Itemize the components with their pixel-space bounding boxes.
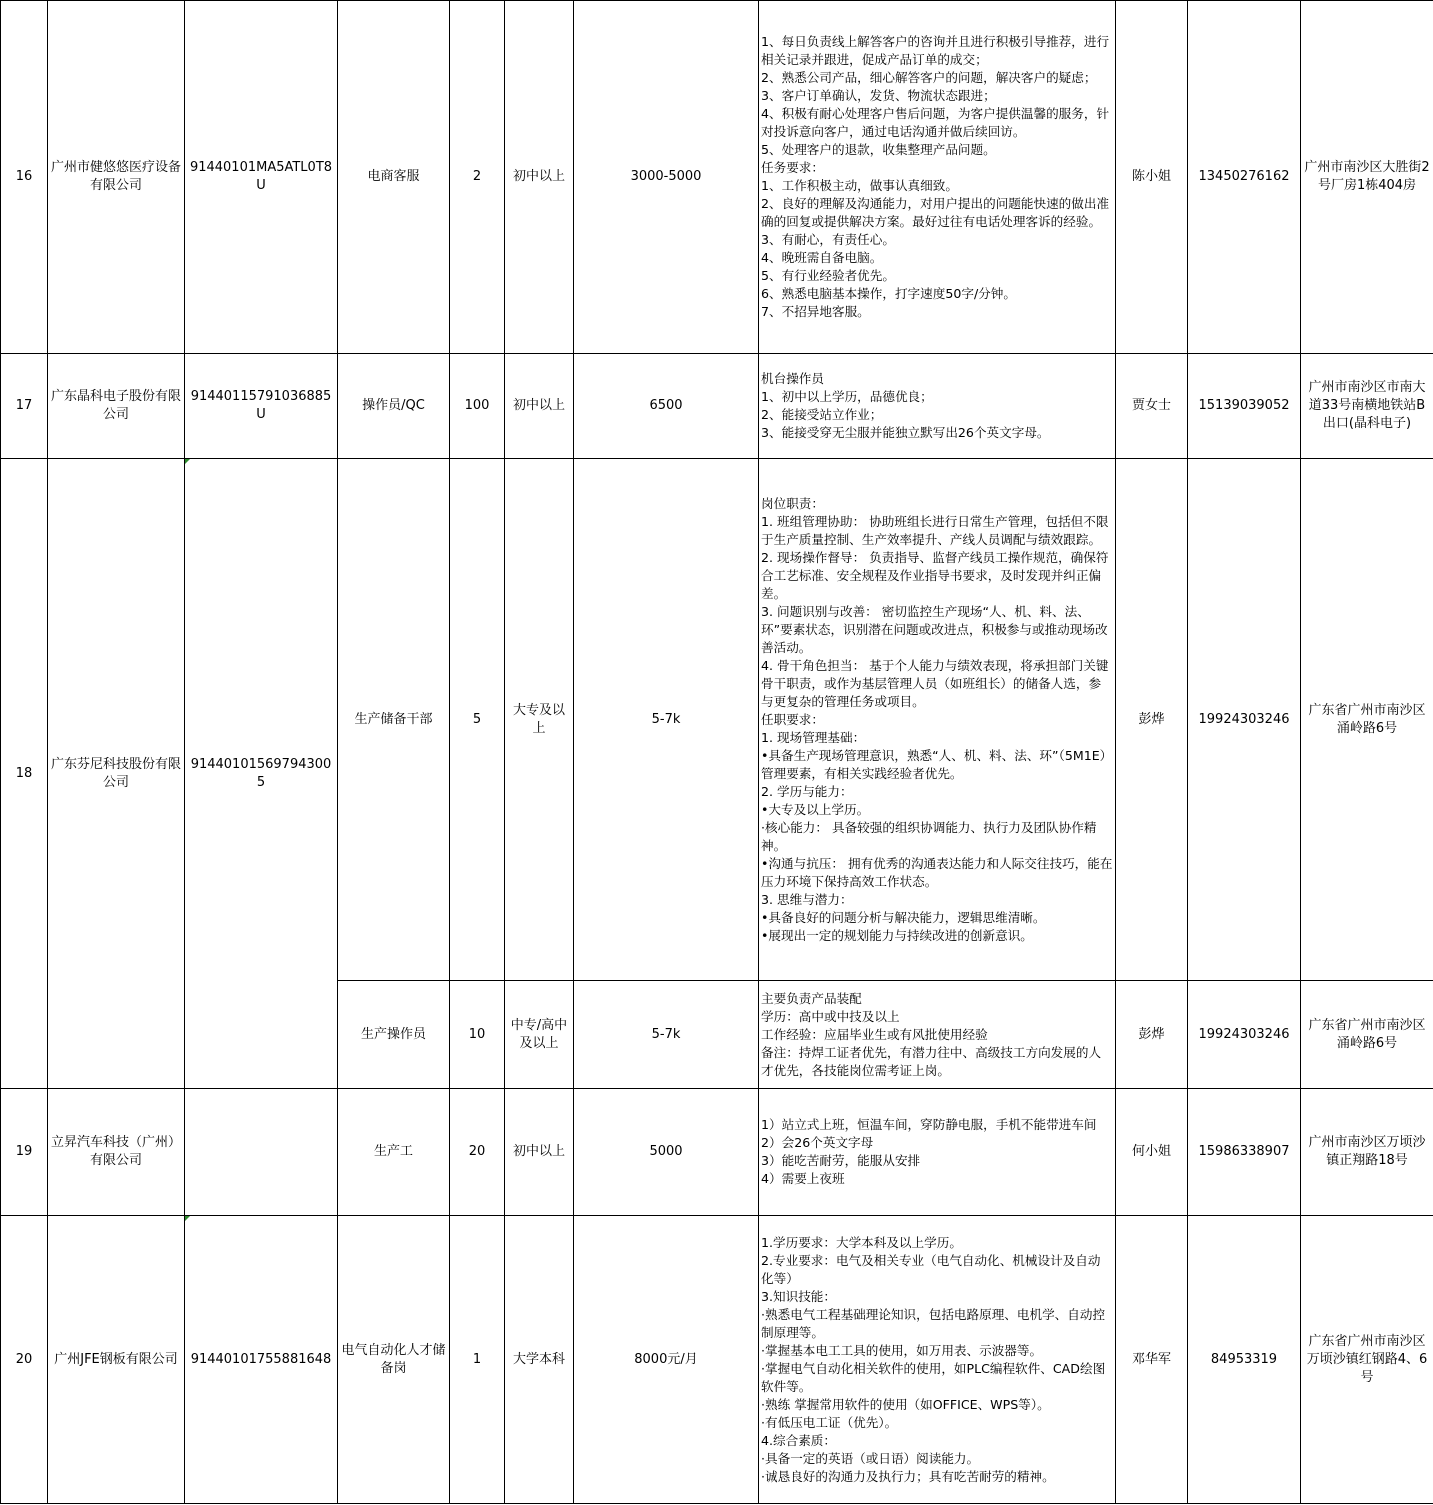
credit-code: 91440115791036885U <box>185 354 338 459</box>
education-requirement: 大专及以上 <box>505 459 574 981</box>
education-requirement: 中专/高中及以上 <box>505 981 574 1089</box>
contact-phone: 84953319 <box>1188 1216 1301 1504</box>
contact-person: 何小姐 <box>1116 1089 1188 1216</box>
headcount: 10 <box>450 981 505 1089</box>
row-number: 18 <box>1 459 48 1089</box>
salary: 5000 <box>574 1089 759 1216</box>
table-row <box>1 354 1433 459</box>
job-requirements: 岗位职责： 1. 班组管理协助： 协助班组长进行日常生产管理，包括但不限于生产质量控制、生产效率提升、产线人员调配与绩效跟踪。 2. 现场操作督导： 负责指导、监督产线员工操作规范，确保符合工艺标准、安全规程及作业指导书要求，及时发现并纠正偏差。 3. 问题识别与改善： 密切监控生产现场“人、机、料、法、环”要素状态，识别潜在问题或改进点，积极参与或推动现场改善活动。 4. 骨干角色担当： 基于个人能力与绩效表现，将承担部门关键骨干职责，或作为基层管理人员（如班组长）的储备人选，参与更复杂的管理任务或项目。 任职要求： 1. 现场管理基础： •具备生产现场管理意识，熟悉“人、机、料、法、环”（5M1E）管理要素，有相关实践经验者优先。 2. 学历与能力： •大专及以上学历。 ·核心能力： 具备较强的组织协调能力、执行力及团队协作精神。 •沟通与抗压： 拥有优秀的沟通表达能力和人际交往技巧，能在压力环境下保持高效工作状态。 3. 思维与潜力： •具备良好的问题分析与解决能力，逻辑思维清晰。 •展现出一定的规划能力与持续改进的创新意识。 <box>759 459 1116 981</box>
position-title: 操作员/QC <box>338 354 450 459</box>
work-address: 广州市南沙区大胜街2号厂房1栋404房 <box>1301 1 1433 354</box>
education-requirement: 初中以上 <box>505 1 574 354</box>
company-name: 广东晶科电子股份有限公司 <box>48 354 185 459</box>
salary: 5-7k <box>574 459 759 981</box>
job-requirements: 1.学历要求：大学本科及以上学历。 2.专业要求：电气及相关专业（电气自动化、机械设计及自动化等） 3.知识技能： ·熟悉电气工程基础理论知识，包括电路原理、电机学、自动控制原理等。 ·掌握基本电工工具的使用，如万用表、示波器等。 ·掌握电气自动化相关软件的使用，如PLC编程软件、CAD绘图软件等。 ·熟练 掌握常用软件的使用（如OFFICE、WPS等）。 ·有低压电工证（优先）。 4.综合素质： ·具备一定的英语（或日语）阅读能力。 ·诚恳良好的沟通力及执行力；具有吃苦耐劳的精神。 <box>759 1216 1116 1504</box>
credit-code <box>185 1089 338 1216</box>
credit-code: 914401015697943005 <box>185 459 338 1089</box>
table-row <box>1 1089 1433 1216</box>
job-requirements: 1）站立式上班，恒温车间，穿防静电服，手机不能带进车间 2）会26个英文字母 3）能吃苦耐劳，能服从安排 4）需要上夜班 <box>759 1089 1116 1216</box>
work-address: 广东省广州市南沙区涌岭路6号 <box>1301 459 1433 981</box>
contact-phone: 15986338907 <box>1188 1089 1301 1216</box>
contact-person: 彭烨 <box>1116 981 1188 1089</box>
table-row <box>1 1216 1433 1504</box>
contact-person: 邓华军 <box>1116 1216 1188 1504</box>
education-requirement: 大学本科 <box>505 1216 574 1504</box>
work-address: 广州市南沙区万顷沙镇正翔路18号 <box>1301 1089 1433 1216</box>
contact-phone: 13450276162 <box>1188 1 1301 354</box>
company-name: 立昇汽车科技（广州）有限公司 <box>48 1089 185 1216</box>
row-number: 19 <box>1 1089 48 1216</box>
contact-phone: 15139039052 <box>1188 354 1301 459</box>
work-address: 广东省广州市南沙区涌岭路6号 <box>1301 981 1433 1089</box>
position-title: 电商客服 <box>338 1 450 354</box>
job-requirements: 机台操作员 1、初中以上学历，品德优良； 2、能接受站立作业； 3、能接受穿无尘服并能独立默写出26个英文字母。 <box>759 354 1116 459</box>
salary: 5-7k <box>574 981 759 1089</box>
position-title: 生产工 <box>338 1089 450 1216</box>
position-title: 生产储备干部 <box>338 459 450 981</box>
row-number: 17 <box>1 354 48 459</box>
row-number: 20 <box>1 1216 48 1504</box>
position-title: 生产操作员 <box>338 981 450 1089</box>
credit-code: 91440101MA5ATL0T8U <box>185 1 338 354</box>
row-number: 16 <box>1 1 48 354</box>
contact-phone: 19924303246 <box>1188 981 1301 1089</box>
education-requirement: 初中以上 <box>505 354 574 459</box>
company-name: 广州JFE钢板有限公司 <box>48 1216 185 1504</box>
position-title: 电气自动化人才储备岗 <box>338 1216 450 1504</box>
salary: 8000元/月 <box>574 1216 759 1504</box>
company-name: 广州市健悠悠医疗设备有限公司 <box>48 1 185 354</box>
work-address: 广东省广州市南沙区万顷沙镇红钢路4、6号 <box>1301 1216 1433 1504</box>
contact-person: 陈小姐 <box>1116 1 1188 354</box>
contact-person: 贾女士 <box>1116 354 1188 459</box>
contact-person: 彭烨 <box>1116 459 1188 981</box>
work-address: 广州市南沙区市南大道33号南横地铁站B出口(晶科电子) <box>1301 354 1433 459</box>
headcount: 20 <box>450 1089 505 1216</box>
company-name: 广东芬尼科技股份有限公司 <box>48 459 185 1089</box>
job-requirements: 1、每日负责线上解答客户的咨询并且进行积极引导推荐，进行相关记录并跟进，促成产品订单的成交； 2、熟悉公司产品，细心解答客户的问题，解决客户的疑虑； 3、客户订单确认，发货、物流状态跟进； 4、积极有耐心处理客户售后问题，为客户提供温馨的服务，针对投诉意向客户，通过电话沟通并做后续回访。 5、处理客户的退款，收集整理产品问题。 任务要求： 1、工作积极主动，做事认真细致。 2、良好的理解及沟通能力，对用户提出的问题能快速的做出准确的回复或提供解决方案。最好过往有电话处理客诉的经验。 3、有耐心，有责任心。 4、晚班需自备电脑。 5、有行业经验者优先。 6、熟悉电脑基本操作，打字速度50字/分钟。 7、不招异地客服。 <box>759 1 1116 354</box>
job-requirements: 主要负责产品装配 学历：高中或中技及以上 工作经验：应届毕业生或有风批使用经验 备注：持焊工证者优先，有潜力往中、高级技工方向发展的人才优先，各技能岗位需考证上岗。 <box>759 981 1116 1089</box>
headcount: 1 <box>450 1216 505 1504</box>
headcount: 100 <box>450 354 505 459</box>
table-row <box>1 1 1433 354</box>
salary: 6500 <box>574 354 759 459</box>
headcount: 5 <box>450 459 505 981</box>
headcount: 2 <box>450 1 505 354</box>
credit-code: 91440101755881648 <box>185 1216 338 1504</box>
salary: 3000-5000 <box>574 1 759 354</box>
education-requirement: 初中以上 <box>505 1089 574 1216</box>
table-row <box>1 459 1433 981</box>
contact-phone: 19924303246 <box>1188 459 1301 981</box>
